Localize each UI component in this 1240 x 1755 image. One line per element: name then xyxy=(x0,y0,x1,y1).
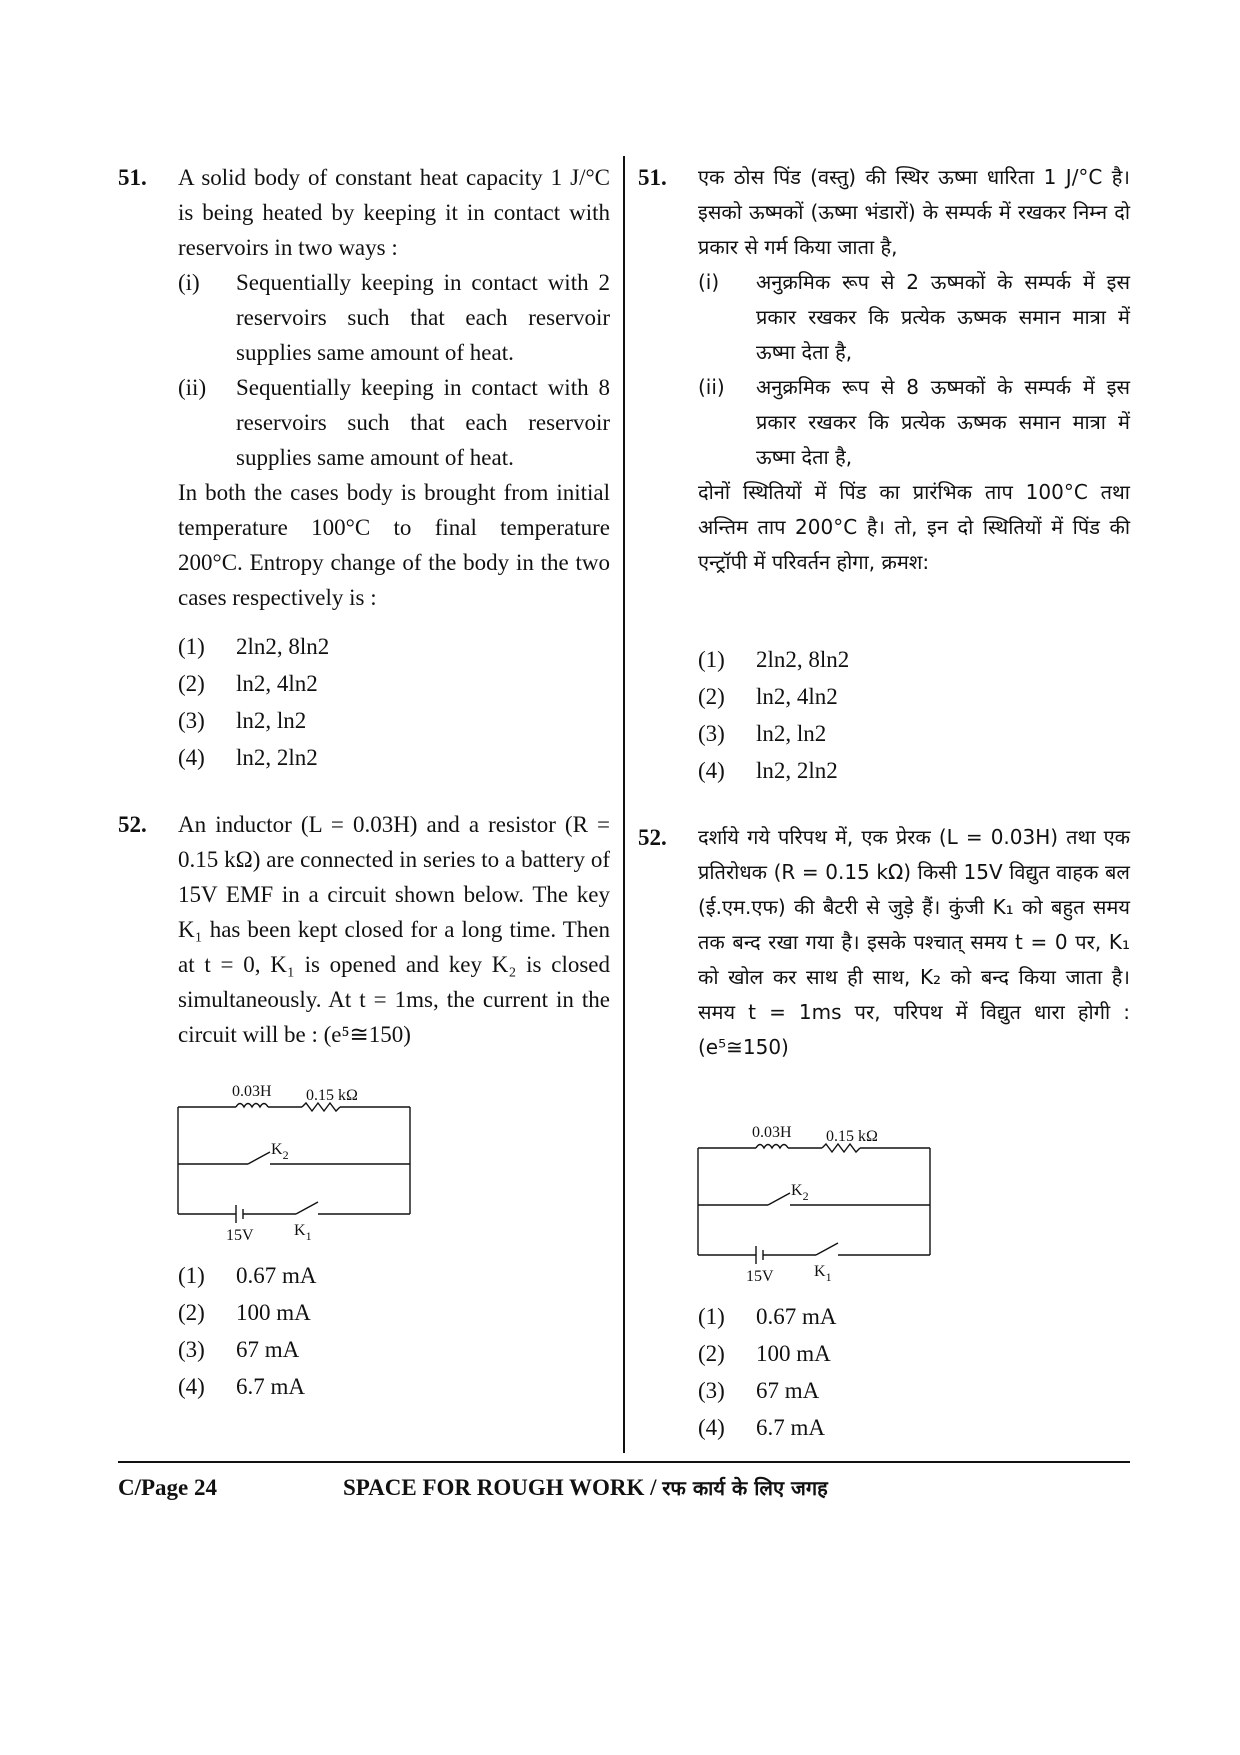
hindi-column xyxy=(638,160,1130,1447)
inductor-symbol xyxy=(236,1104,268,1108)
subpart-ii xyxy=(698,370,1130,475)
option-label: (1) xyxy=(698,1304,725,1329)
option-2[interactable] xyxy=(178,666,610,703)
option-3[interactable] xyxy=(698,716,1130,753)
option-4[interactable] xyxy=(698,753,1130,790)
english-column xyxy=(118,160,610,1406)
option-text: 67 mA xyxy=(756,1378,820,1403)
battery-label: 15V xyxy=(746,1268,774,1285)
subpart-label: (ii) xyxy=(178,375,207,400)
option-text: 6.7 mA xyxy=(236,1374,305,1399)
option-3[interactable] xyxy=(178,703,610,740)
question-stem-continued: In both the cases body is brought from initial temperature 100°C to final temperature 200°C. Entropy change of the body in the two cases respectively is : xyxy=(178,480,610,610)
question-stem: एक ठोस पिंड (वस्तु) की स्थिर ऊष्मा धारिता 1 J/°C है। इसको ऊष्मकों (ऊष्मा भंडारों) के सम्पर्क में रखकर निम्न दो प्रकार से गर्म किया जाता है, xyxy=(698,165,1130,259)
option-text: 0.67 mA xyxy=(236,1263,317,1288)
option-2[interactable] xyxy=(698,1336,1130,1373)
rough-work-english: SPACE FOR ROUGH WORK / xyxy=(343,1475,663,1500)
option-label: (4) xyxy=(698,1415,725,1440)
option-label: (3) xyxy=(178,708,205,733)
option-label: (3) xyxy=(698,721,725,746)
option-label: (2) xyxy=(178,671,205,696)
option-3[interactable] xyxy=(178,1332,610,1369)
option-4[interactable] xyxy=(178,1369,610,1406)
option-text: ln2, 4ln2 xyxy=(236,671,318,696)
question-52-hi xyxy=(638,820,1130,1447)
option-text: ln2, ln2 xyxy=(756,721,827,746)
key-subscript: 2 xyxy=(802,1189,809,1203)
option-label: (4) xyxy=(178,745,205,770)
key-k2-lever xyxy=(768,1193,790,1205)
question-stem: A solid body of constant heat capacity 1 J/°C is being heated by keeping it in contact with reservoirs in two ways : xyxy=(178,165,610,260)
option-text: 6.7 mA xyxy=(756,1415,825,1440)
question-stem-continued: दोनों स्थितियों में पिंड का प्रारंभिक ताप 100°C तथा अन्तिम ताप 200°C है। तो, इन दो स्थितियों में पिंड की एन्ट्रॉपी में परिवर्तन होगा, क्रमश: xyxy=(698,480,1130,574)
key-letter: K xyxy=(791,1182,803,1199)
question-stem: An inductor (L = 0.03H) and a resistor (R = 0.15 kΩ) are connected in series to a battery of 15V EMF in a circuit shown below. The key K₁ has been kept closed for a long time. Then at t = 0, K₁ is opened and key K₂ is closed simultaneously. At t = 1ms, the current in the circuit will be : (e⁵≅150) xyxy=(178,812,610,1047)
key-k1-lever xyxy=(816,1243,838,1255)
option-label: (1) xyxy=(178,634,205,659)
key-k1-lever xyxy=(296,1202,318,1214)
option-2[interactable] xyxy=(698,679,1130,716)
option-text: 67 mA xyxy=(236,1337,300,1362)
option-text: 100 mA xyxy=(756,1341,831,1366)
option-1[interactable] xyxy=(178,1258,610,1295)
question-52-en xyxy=(118,807,610,1406)
option-text: 100 mA xyxy=(236,1300,311,1325)
option-label: (3) xyxy=(698,1378,725,1403)
question-51-hi xyxy=(638,160,1130,790)
option-4[interactable] xyxy=(698,1410,1130,1447)
key-k2-label xyxy=(791,1182,809,1203)
option-text: ln2, 2ln2 xyxy=(756,758,838,783)
key-k2-lever xyxy=(248,1152,270,1164)
key-k1-label xyxy=(294,1222,312,1243)
option-2[interactable] xyxy=(178,1295,610,1332)
key-k2-label xyxy=(271,1141,289,1162)
option-text: 2ln2, 8ln2 xyxy=(236,634,330,659)
option-label: (1) xyxy=(698,647,725,672)
circuit-diagram xyxy=(178,1082,418,1244)
resistor-symbol xyxy=(822,1144,860,1152)
inductor-label: 0.03H xyxy=(752,1124,792,1141)
inductor-label: 0.03H xyxy=(232,1083,272,1100)
resistor-label: 0.15 kΩ xyxy=(826,1128,878,1145)
key-subscript: 1 xyxy=(305,1229,312,1243)
option-label: (4) xyxy=(698,758,725,783)
options-list xyxy=(178,629,610,777)
subpart-text: Sequentially keeping in contact with 2 reservoirs such that each reservoir supplies same amount of heat. xyxy=(236,270,610,365)
option-label: (2) xyxy=(178,1300,205,1325)
subpart-text: अनुक्रमिक रूप से 2 ऊष्मकों के सम्पर्क में इस प्रकार रखकर कि प्रत्येक ऊष्मक समान मात्रा में ऊष्मा देता है, xyxy=(756,270,1130,364)
page-label: C/Page 24 xyxy=(118,1475,218,1500)
key-letter: K xyxy=(294,1222,306,1239)
option-text: 0.67 mA xyxy=(756,1304,837,1329)
options-list xyxy=(698,1299,1130,1447)
subpart-i xyxy=(698,265,1130,370)
option-1[interactable] xyxy=(698,1299,1130,1336)
option-text: ln2, 2ln2 xyxy=(236,745,318,770)
subpart-text: अनुक्रमिक रूप से 8 ऊष्मकों के सम्पर्क में इस प्रकार रखकर कि प्रत्येक ऊष्मक समान मात्रा में ऊष्मा देता है, xyxy=(756,375,1130,469)
question-number: 52. xyxy=(638,825,667,850)
resistor-label: 0.15 kΩ xyxy=(306,1087,358,1104)
option-1[interactable] xyxy=(178,629,610,666)
option-label: (3) xyxy=(178,1337,205,1362)
key-letter: K xyxy=(271,1141,283,1158)
option-label: (4) xyxy=(178,1374,205,1399)
option-3[interactable] xyxy=(698,1373,1130,1410)
option-label: (2) xyxy=(698,1341,725,1366)
rough-work-label xyxy=(343,1470,828,1506)
option-4[interactable] xyxy=(178,740,610,777)
column-divider xyxy=(623,156,625,1453)
option-1[interactable] xyxy=(698,642,1130,679)
circuit-diagram xyxy=(698,1123,938,1285)
option-text: ln2, ln2 xyxy=(236,708,307,733)
subpart-label: (ii) xyxy=(698,375,725,399)
key-subscript: 1 xyxy=(825,1270,832,1284)
subpart-i xyxy=(178,265,610,370)
question-51-en xyxy=(118,160,610,777)
key-letter: K xyxy=(814,1263,826,1280)
subpart-label: (i) xyxy=(698,270,720,294)
option-label: (1) xyxy=(178,1263,205,1288)
subpart-ii xyxy=(178,370,610,475)
options-list xyxy=(178,1258,610,1406)
question-number: 51. xyxy=(638,165,667,190)
footer-rule xyxy=(118,1461,1130,1463)
key-k1-label xyxy=(814,1263,832,1284)
spacer xyxy=(698,580,1130,628)
subpart-label: (i) xyxy=(178,270,200,295)
option-text: 2ln2, 8ln2 xyxy=(756,647,850,672)
question-stem: दर्शाये गये परिपथ में, एक प्रेरक (L = 0.03H) तथा एक प्रतिरोधक (R = 0.15 kΩ) किसी 15V विद्युत वाहक बल (ई.एम.एफ) की बैटरी से जुड़े हैं। कुंजी K₁ को बहुत समय तक बन्द रखा गया है। इसके पश्चात् समय t = 0 पर, K₁ को खोल कर साथ ही साथ, K₂ को बन्द किया जाता है। समय t = 1ms पर, परिपथ में विद्युत धारा होगी : (e⁵≅150) xyxy=(698,825,1130,1059)
rough-work-hindi: रफ कार्य के लिए जगह xyxy=(662,1476,828,1500)
battery-label: 15V xyxy=(226,1227,254,1244)
question-number: 51. xyxy=(118,165,147,190)
resistor-symbol xyxy=(302,1103,340,1111)
option-label: (2) xyxy=(698,684,725,709)
question-number: 52. xyxy=(118,812,147,837)
subpart-text: Sequentially keeping in contact with 8 reservoirs such that each reservoir supplies same amount of heat. xyxy=(236,375,610,470)
options-list xyxy=(698,642,1130,790)
key-subscript: 2 xyxy=(282,1148,289,1162)
option-text: ln2, 4ln2 xyxy=(756,684,838,709)
inductor-symbol xyxy=(756,1145,788,1149)
